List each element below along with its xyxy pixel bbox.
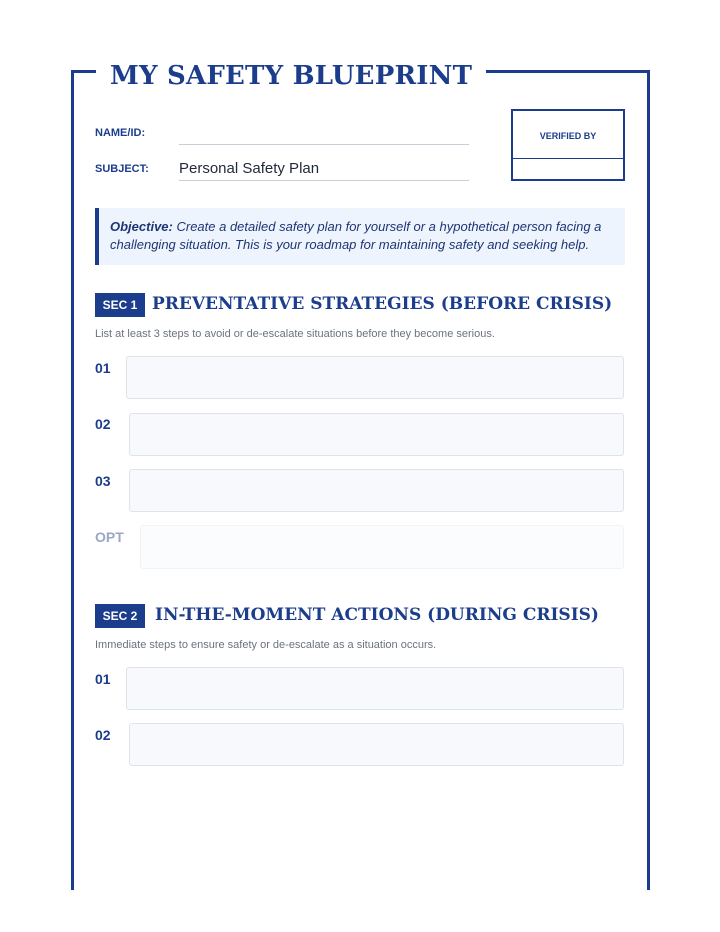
section-1-optional-label: OPT — [95, 529, 124, 545]
title-wrapper — [96, 58, 486, 94]
section-1-badge: SEC 1 — [95, 293, 145, 317]
section-2-item-number: 02 — [95, 727, 111, 743]
section-2-badge: SEC 2 — [95, 604, 145, 628]
section-2-title: IN-THE-MOMENT ACTIONS (DURING CRISIS) — [155, 605, 599, 625]
verified-divider — [513, 158, 623, 159]
section-1-description: List at least 3 steps to avoid or de-escalate situations before they become serious. — [95, 328, 495, 340]
name-field[interactable] — [179, 122, 469, 145]
section-1-title: PREVENTATIVE STRATEGIES (BEFORE CRISIS) — [152, 294, 613, 314]
verified-by-label: VERIFIED BY — [539, 131, 597, 141]
objective-lead: Objective: — [110, 219, 173, 234]
page-title: MY SAFETY BLUEPRINT — [110, 61, 473, 91]
objective-text: Create a detailed safety plan for yourself or a hypothetical person facing a challenging situation. This is your roadmap for maintaining safety and seeking help. — [110, 219, 602, 252]
section-2-answer-box[interactable] — [129, 723, 624, 766]
subject-field-label: SUBJECT: — [95, 163, 149, 175]
section-1-answer-box[interactable] — [129, 469, 624, 512]
section-1-answer-box[interactable] — [129, 413, 624, 456]
section-2-description: Immediate steps to ensure safety or de-escalate as a situation occurs. — [95, 639, 437, 651]
name-field-label: NAME/ID: — [95, 127, 146, 139]
section-1-answer-box[interactable] — [126, 356, 624, 399]
section-1-item-number: 01 — [95, 360, 111, 376]
section-1-item-number: 03 — [95, 473, 111, 489]
objective-callout — [95, 208, 625, 265]
subject-field[interactable]: Personal Safety Plan — [179, 158, 469, 181]
section-2-item-number: 01 — [95, 671, 111, 687]
section-1-optional-answer-box[interactable] — [140, 525, 624, 569]
verified-by-box[interactable] — [511, 109, 625, 181]
section-2-answer-box[interactable] — [126, 667, 624, 710]
section-1-item-number: 02 — [95, 416, 111, 432]
